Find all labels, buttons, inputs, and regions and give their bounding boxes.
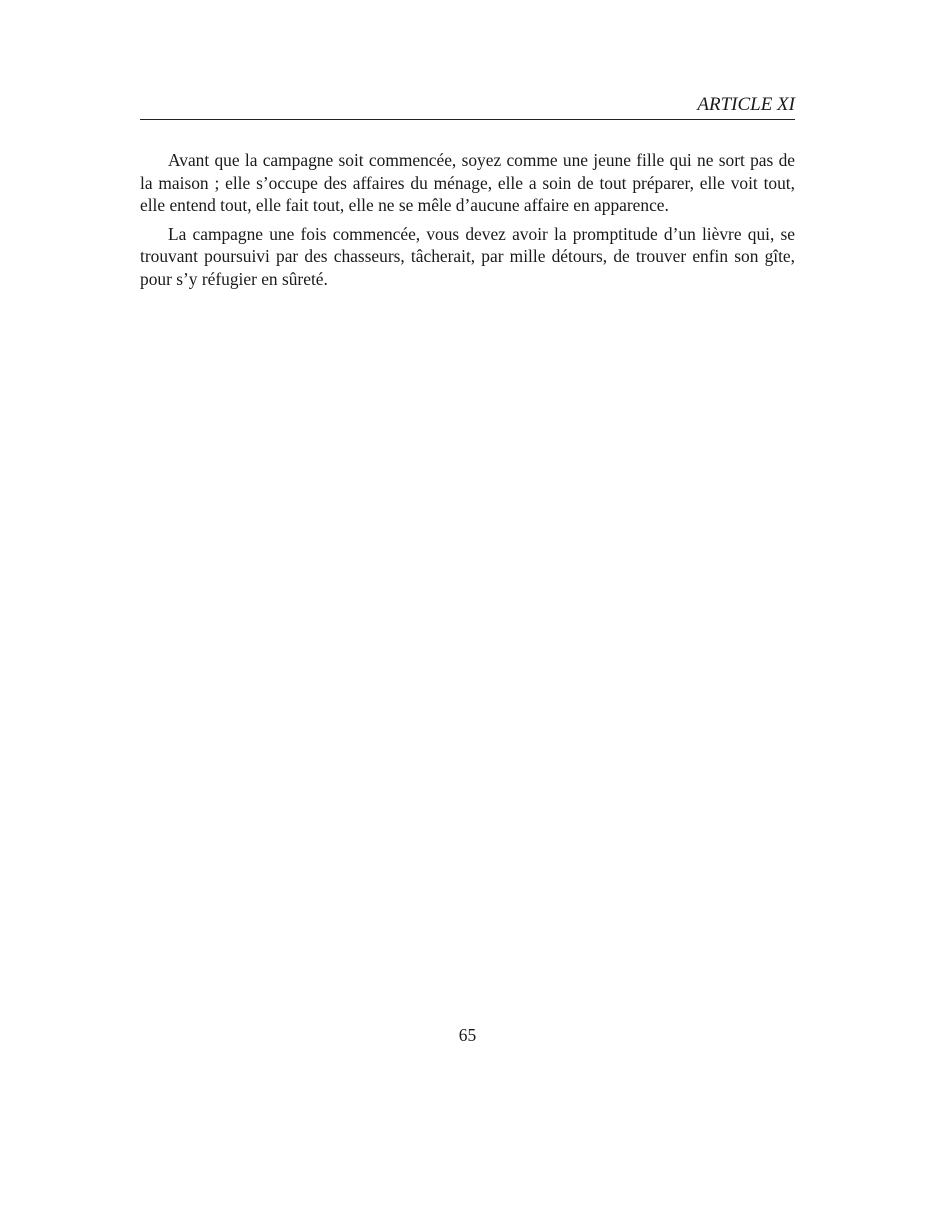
body-text <box>140 149 795 296</box>
paragraph-2: La campagne une fois commencée, vous devez avoir la promptitude d’un lièvre qui, se trouvant poursuivi par des chasseurs, tâcherait, par mille détours, de trouver enfin son gîte, pour s’y réfugier en sûreté. <box>140 223 795 289</box>
running-header: ARTICLE XI <box>697 94 795 115</box>
header-rule <box>140 119 795 120</box>
paragraph-1: Avant que la campagne soit commencée, soyez comme une jeune fille qui ne sort pas de la maison ; elle s’occupe des affaires du ménage, elle a soin de tout préparer, elle voit tout, elle entend tout, elle fait tout, elle ne se mêle d’aucune affaire en apparence. <box>140 150 795 215</box>
page-number: 65 <box>458 1025 477 1045</box>
